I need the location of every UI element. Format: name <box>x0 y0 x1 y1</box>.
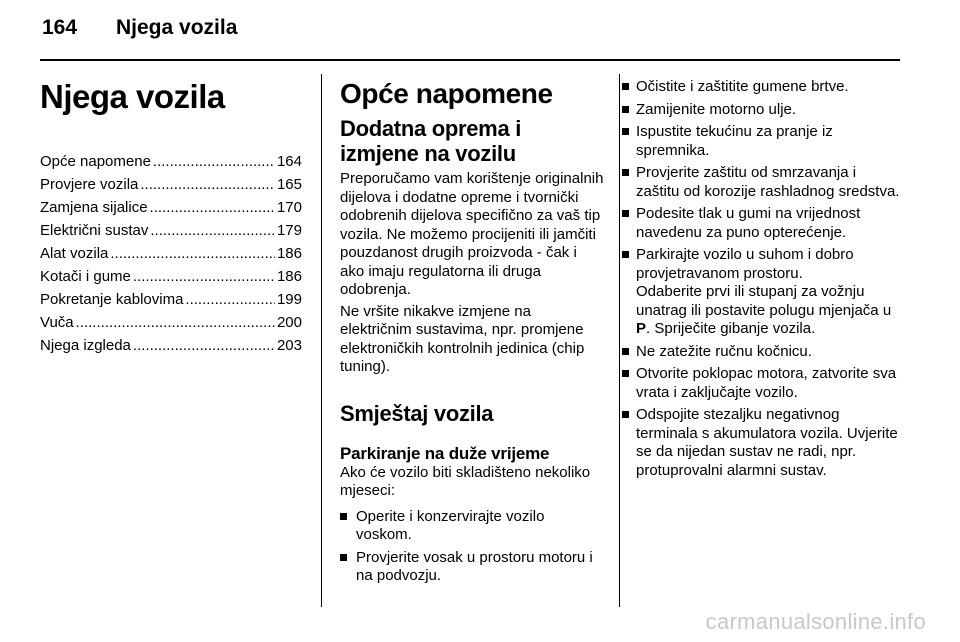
toc-entry-page: 179 <box>276 222 302 239</box>
toc-column <box>40 78 302 357</box>
toc-leader <box>153 150 275 173</box>
bullet-list <box>622 78 902 480</box>
list-item: Podesite tlak u gumi na vrijednost navedenu za puno opterećenje. <box>622 205 902 242</box>
section-heading: Opće napomene <box>340 78 553 109</box>
paragraph: Preporučamo vam korištenje originalnih dijelova i dodatne opreme i tvornički odobrenih dijelova specifično za vaš tip vozila. Ne možemo procijeniti ili jamčiti pouzdanost drugih proizvoda - čak i ako imaju regulatorna ili druga odobrenja. <box>340 170 604 298</box>
list-item: Ispustite tekućinu za pranje iz spremnika. <box>622 123 902 160</box>
paragraph: Ako će vozilo biti skladišteno nekoliko mjeseci: <box>340 463 591 499</box>
toc-entry-label: Njega izgleda <box>40 337 131 354</box>
section-heading: Smještaj vozila <box>340 400 494 426</box>
paragraph: Ne vršite nikakve izmjene na električnim sustavima, npr. promjene elektroničkih kontrolnih jedinica (chip tuning). <box>340 302 585 375</box>
toc-entry-label: Električni sustav <box>40 222 149 239</box>
page-header <box>42 16 237 40</box>
toc-entry-label: Vuča <box>40 314 74 331</box>
column-divider-left <box>321 74 322 607</box>
list-item: Zamijenite motorno ulje. <box>622 101 902 120</box>
toc-entry[interactable] <box>40 150 302 173</box>
section-subheading: Dodatna oprema i izmjene na vozilu <box>340 116 522 166</box>
toc-entry-label: Zamjena sijalice <box>40 199 148 216</box>
toc-entry-page: 186 <box>276 268 302 285</box>
toc-entry-label: Pokretanje kablovima <box>40 291 184 308</box>
toc-entry[interactable] <box>40 311 302 334</box>
toc-leader <box>133 265 275 288</box>
toc-entry-page: 164 <box>276 153 302 170</box>
list-item-text: Parkirajte vozilo u suhom i dobro provjetravanom prostoru. <box>636 246 854 282</box>
toc-entry-label: Alat vozila <box>40 245 109 262</box>
toc-entry-page: 199 <box>276 291 302 308</box>
header-rule <box>40 59 900 61</box>
bullet-list <box>340 508 604 586</box>
page-number: 164 <box>42 16 78 39</box>
list-item: Provjerite vosak u prostoru motoru i na podvozju. <box>340 549 604 586</box>
list-item-continuation <box>636 283 902 339</box>
gear-position-p: P <box>636 320 647 337</box>
toc-leader <box>110 242 275 265</box>
toc-entry[interactable] <box>40 265 302 288</box>
list-item: Odspojite stezaljku negativnog terminala s akumulatora vozila. Uvjerite se da nijedan sustav ne radi, npr. protuprovalni alarmni sustav. <box>622 406 902 480</box>
toc-entry-label: Kotači i gume <box>40 268 131 285</box>
toc-entry-page: 186 <box>276 245 302 262</box>
continuation-text: Odaberite prvi ili stupanj za vožnju unatrag ili postavite polugu mjenjača u <box>636 283 892 319</box>
general-notes-column <box>340 78 604 590</box>
toc-entry-page: 200 <box>276 314 302 331</box>
column-divider-right <box>619 74 620 607</box>
storage-steps-column <box>622 78 902 484</box>
list-item: Ne zatežite ručnu kočnicu. <box>622 343 902 362</box>
header-section-title: Njega vozila <box>116 16 238 39</box>
toc-entry[interactable] <box>40 334 302 357</box>
toc-leader <box>185 288 275 311</box>
toc-list <box>40 150 302 357</box>
toc-entry[interactable] <box>40 196 302 219</box>
list-item <box>622 246 902 339</box>
toc-leader <box>140 173 275 196</box>
toc-entry[interactable] <box>40 173 302 196</box>
toc-entry-page: 165 <box>276 176 302 193</box>
toc-entry-label: Opće napomene <box>40 153 151 170</box>
list-item: Operite i konzervirajte vozilo voskom. <box>340 508 604 545</box>
toc-leader <box>150 219 275 242</box>
list-item: Provjerite zaštitu od smrzavanja i zaštitu od korozije rashladnog sredstva. <box>622 164 902 201</box>
toc-leader <box>76 311 275 334</box>
toc-entry-page: 170 <box>276 199 302 216</box>
toc-entry-label: Provjere vozila <box>40 176 139 193</box>
continuation-text: . Spriječite gibanje vozila. <box>646 320 816 337</box>
list-item: Otvorite poklopac motora, zatvorite sva vrata i zaključajte vozilo. <box>622 365 902 402</box>
watermark: carmanualsonline.info <box>705 609 926 634</box>
toc-leader <box>150 196 275 219</box>
toc-entry-page: 203 <box>276 337 302 354</box>
toc-entry[interactable] <box>40 242 302 265</box>
chapter-title: Njega vozila <box>40 78 225 115</box>
toc-leader <box>133 334 275 357</box>
toc-entry[interactable] <box>40 288 302 311</box>
section-subheading: Parkiranje na duže vrijeme <box>340 443 550 463</box>
list-item: Očistite i zaštitite gumene brtve. <box>622 78 902 97</box>
toc-entry[interactable] <box>40 219 302 242</box>
